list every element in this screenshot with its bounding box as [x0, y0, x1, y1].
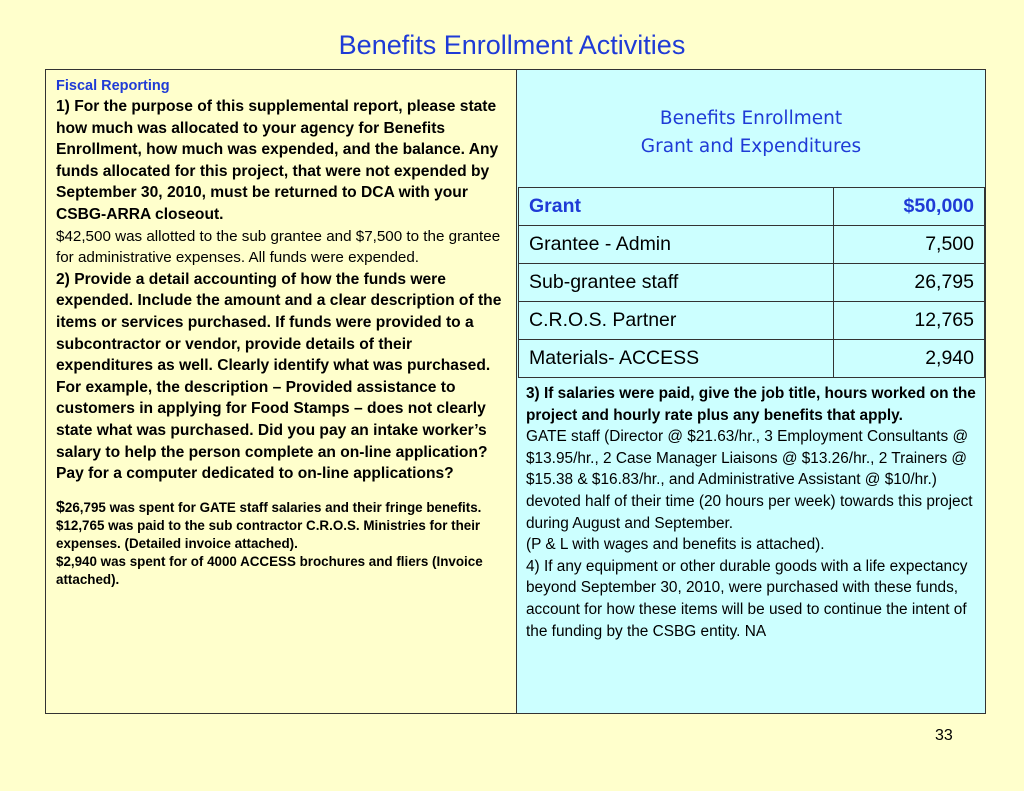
grant-label: Grant [519, 188, 834, 226]
answer-2-salaries-text: 26,795 was spent for GATE staff salaries and their fringe benefits. [64, 499, 482, 515]
answer-2-materials: $2,940 was spent for of 4000 ACCESS brochures and fliers (Invoice attached). [56, 553, 483, 587]
grant-panel [517, 70, 985, 713]
table-row [519, 302, 985, 340]
questions-3-4 [526, 383, 978, 642]
row-label: Materials- ACCESS [519, 340, 834, 378]
fiscal-reporting-panel [46, 70, 517, 713]
answer-3: GATE staff (Director @ $21.63/hr., 3 Employment Consultants @ $13.95/hr., 2 Case Manager Liaisons @ $13.26/hr., 2 Trainers @ $15.38 & $16.83/hr., and Administrative Assistant @ $10/hr.) devoted half of their time (20 hours per week) towards this project during August and September. [526, 428, 973, 532]
table-header-row [519, 188, 985, 226]
question-4: 4) If any equipment or other durable goods with a life expectancy beyond September 30, 2010, were purchased with these funds, account for how these items will be used to continue the intent of the funding by the CSBG entity. NA [526, 557, 968, 640]
section-heading: Fiscal Reporting [56, 78, 170, 94]
question-2: 2) Provide a detail accounting of how the funds were expended. Include the amount and a clear description of the items or services purchased. If funds were provided to a subcontractor or vendor, provide details of their expenditures as well. Clearly identify what was purchased. For example, the description – Provided assistance to customers in applying for Food Stamps – does not clearly state what was purchased. Did you pay an intake worker’s salary to help the person complete an on-line application? Pay for a computer dedicated to on-line applications? [56, 270, 502, 483]
answer-1: $42,500 was allotted to the sub grantee and $7,500 to the grantee for administrative expenses. All funds were expended. [56, 227, 501, 267]
answer-2-salaries [56, 499, 507, 517]
table-row [519, 264, 985, 302]
answer-3-note: (P & L with wages and benefits is attached). [526, 536, 825, 554]
answer-2-subcontractor: $12,765 was paid to the sub contractor C.R.O.S. Ministries for their expenses. (Detailed invoice attached). [56, 517, 481, 551]
row-label: Grantee - Admin [519, 226, 834, 264]
content-frame [45, 69, 986, 714]
grant-amount: $50,000 [834, 188, 985, 226]
subtitle-line-1: Benefits Enrollment [659, 108, 843, 129]
page-number: 33 [935, 727, 953, 744]
grant-subtitle [517, 105, 985, 161]
row-amount: 26,795 [834, 264, 985, 302]
question-1: 1) For the purpose of this supplemental report, please state how much was allocated to your agency for Benefits Enrollment, how much was expended, and the balance. Any funds allocated for this project, that were not expended by September 30, 2010, must be returned to DCA with your CSBG-ARRA closeout. [56, 98, 499, 223]
row-amount: 7,500 [834, 226, 985, 264]
row-label: Sub-grantee staff [519, 264, 834, 302]
row-amount: 2,940 [834, 340, 985, 378]
table-row [519, 340, 985, 378]
question-3: 3) If salaries were paid, give the job title, hours worked on the project and hourly rate plus any benefits that apply. [526, 385, 976, 424]
table-row [519, 226, 985, 264]
row-amount: 12,765 [834, 302, 985, 340]
page-title: Benefits Enrollment Activities [338, 30, 686, 60]
dollar-sign: $ [56, 498, 65, 516]
grant-table [518, 187, 985, 378]
row-label: C.R.O.S. Partner [519, 302, 834, 340]
subtitle-line-2: Grant and Expenditures [640, 136, 862, 157]
